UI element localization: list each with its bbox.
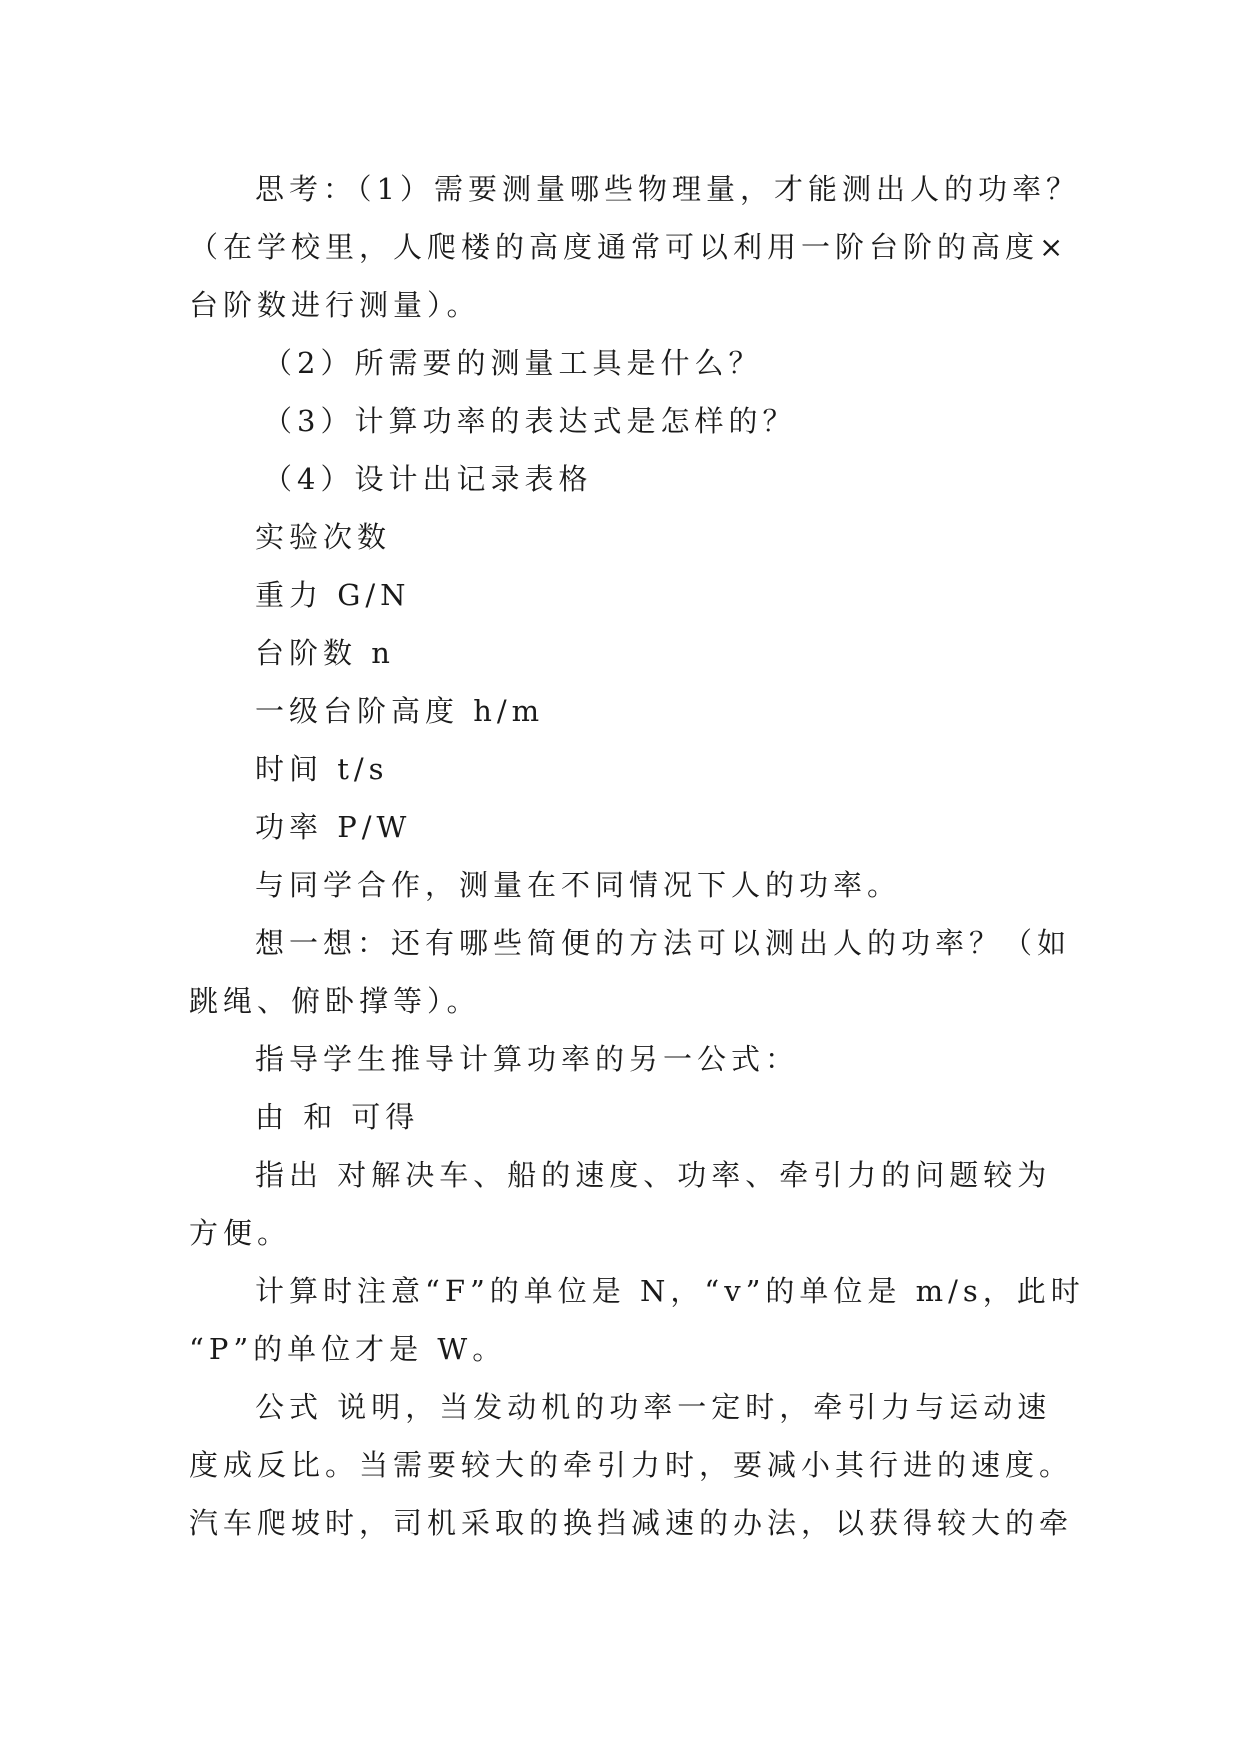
paragraph-line: 台阶数进行测量）。 bbox=[189, 288, 481, 322]
question-line: （3）计算功率的表达式是怎样的？ bbox=[263, 404, 797, 438]
paragraph-line: （在学校里，人爬楼的高度通常可以利用一阶台阶的高度× bbox=[189, 230, 1069, 264]
paragraph-line: 与同学合作，测量在不同情况下人的功率。 bbox=[255, 868, 902, 902]
paragraph-line: 思考：（1）需要测量哪些物理量，才能测出人的功率？ bbox=[255, 172, 1080, 206]
paragraph-line: 汽车爬坡时，司机采取的换挡减速的办法，以获得较大的牵 bbox=[189, 1506, 1074, 1540]
paragraph-line: 跳绳、俯卧撑等）。 bbox=[189, 984, 481, 1018]
question-line: （2）所需要的测量工具是什么？ bbox=[263, 346, 763, 380]
paragraph-line: 度成反比。当需要较大的牵引力时，要减小其行进的速度。 bbox=[189, 1448, 1074, 1482]
table-field-label: 一级台阶高度 h/m bbox=[255, 694, 545, 728]
question-line: （4）设计出记录表格 bbox=[263, 462, 593, 496]
document-body bbox=[189, 160, 1085, 1552]
paragraph-line: 由 和 可得 bbox=[255, 1100, 420, 1134]
paragraph-line: 想一想：还有哪些简便的方法可以测出人的功率？（如 bbox=[255, 926, 1072, 960]
paragraph-line: 指导学生推导计算功率的另一公式： bbox=[255, 1042, 800, 1076]
paragraph-line: 计算时注意“F”的单位是 N，“v”的单位是 m/s，此时 bbox=[255, 1274, 1085, 1308]
table-field-label: 功率 P/W bbox=[255, 810, 412, 844]
paragraph-line: 公式 说明，当发动机的功率一定时，牵引力与运动速 bbox=[255, 1390, 1052, 1424]
paragraph-line: 指出 对解决车、船的速度、功率、牵引力的问题较为 bbox=[255, 1158, 1052, 1192]
table-field-label: 时间 t/s bbox=[255, 752, 389, 786]
table-field-label: 台阶数 n bbox=[255, 636, 395, 670]
table-field-label: 重力 G/N bbox=[255, 578, 411, 612]
table-field-label: 实验次数 bbox=[255, 520, 392, 554]
paragraph-line: 方便。 bbox=[189, 1216, 292, 1250]
paragraph-line: “P”的单位才是 W。 bbox=[189, 1332, 507, 1366]
